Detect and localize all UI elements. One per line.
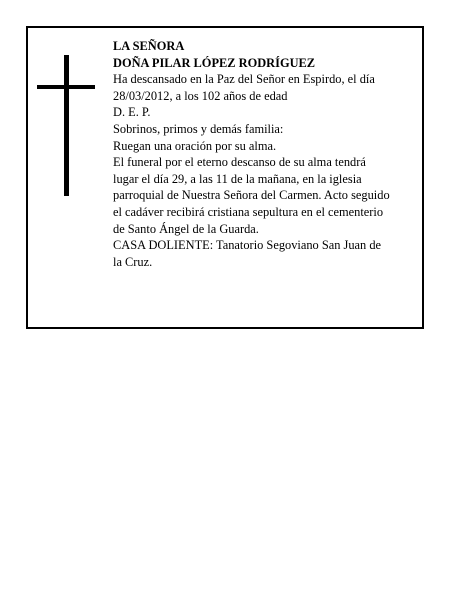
funeral-line-5: de Santo Ángel de la Guarda. <box>113 221 259 236</box>
deceased-name: DOÑA PILAR LÓPEZ RODRÍGUEZ <box>113 55 316 70</box>
passing-line-1: Ha descansado en la Paz del Señor en Espirdo, el día <box>113 72 375 87</box>
mourning-house-line-2: la Cruz. <box>113 254 153 269</box>
mourning-house-line-1: CASA DOLIENTE: Tanatorio Segoviano San Juan de <box>113 238 382 253</box>
obituary-text <box>113 38 415 270</box>
passing-line-2: 28/03/2012, a los 102 años de edad <box>113 88 288 103</box>
cross-vertical-bar <box>64 55 69 196</box>
rip-line: D. E. P. <box>113 105 151 120</box>
cross-horizontal-bar <box>37 85 95 89</box>
family-line: Sobrinos, primos y demás familia: <box>113 121 284 136</box>
funeral-line-1: El funeral por el eterno descanso de su alma tendrá <box>113 155 366 170</box>
funeral-line-3: parroquial de Nuestra Señora del Carmen. Acto seguido <box>113 188 390 203</box>
cross-icon <box>37 55 95 196</box>
funeral-line-4: el cadáver recibirá cristiana sepultura en el cementerio <box>113 204 384 219</box>
prayer-request-line: Ruegan una oración por su alma. <box>113 138 277 153</box>
heading-title: LA SEÑORA <box>113 39 185 53</box>
funeral-line-2: lugar el día 29, a las 11 de la mañana, en la iglesia <box>113 171 362 186</box>
